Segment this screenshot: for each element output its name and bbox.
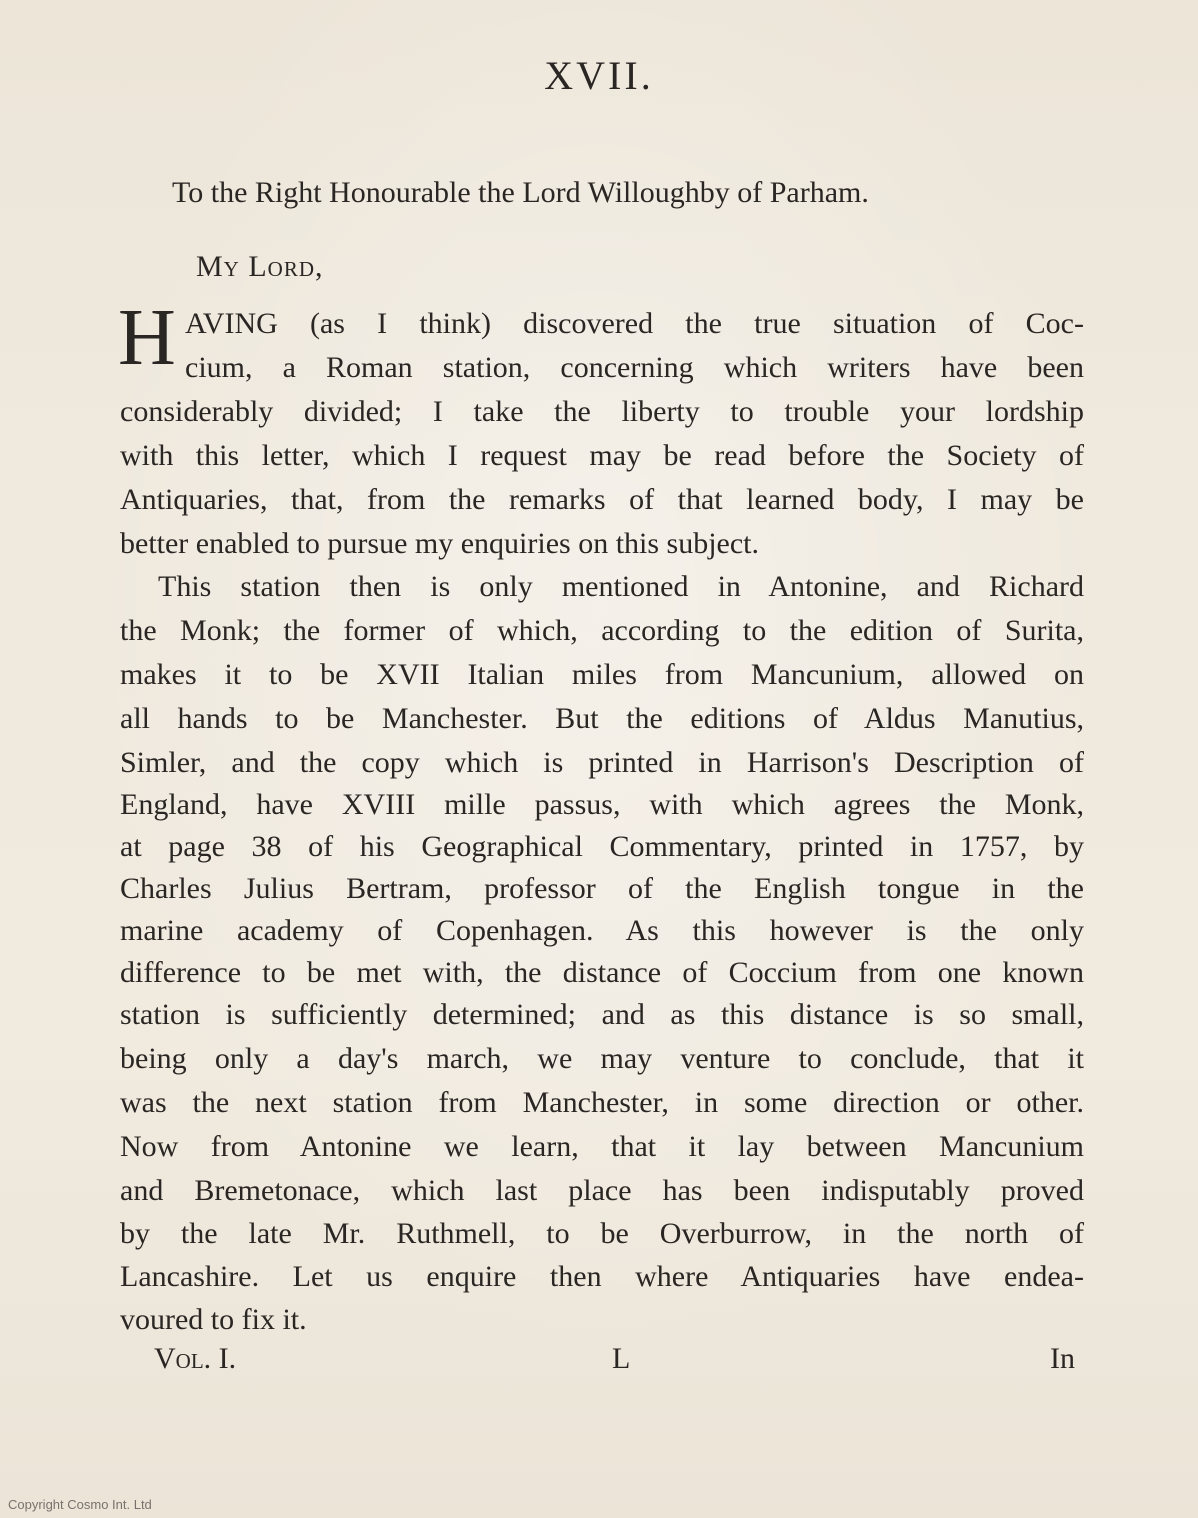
body-line: This station then is only mentioned in Antonine, and Richard (158, 570, 1084, 603)
body-line: at page 38 of his Geographical Commentary, printed in 1757, by (120, 830, 1084, 863)
body-line: England, have XVIII mille passus, with which agrees the Monk, (120, 788, 1084, 821)
body-line: considerably divided; I take the liberty to trouble your lordship (120, 395, 1084, 428)
body-line: Now from Antonine we learn, that it lay between Mancunium (120, 1130, 1084, 1163)
volume-number: Vol. I. (154, 1342, 237, 1375)
body-line: was the next station from Manchester, in some direction or other. (120, 1086, 1084, 1119)
drop-cap: H (118, 294, 176, 382)
body-line: Lancashire. Let us enquire then where Antiquaries have endea- (120, 1260, 1084, 1293)
salutation: My Lord, (196, 250, 324, 283)
body-line: voured to fix it. (120, 1303, 307, 1336)
copyright-watermark: Copyright Cosmo Int. Ltd (8, 1497, 152, 1512)
body-line: cium, a Roman station, concerning which writers have been (185, 351, 1084, 384)
body-line: better enabled to pursue my enquiries on this subject. (120, 527, 760, 560)
body-line: all hands to be Manchester. But the editions of Aldus Manutius, (120, 702, 1084, 735)
signature-mark: L (612, 1342, 631, 1375)
catchword: In (1050, 1342, 1075, 1375)
body-line: being only a day's march, we may venture to conclude, that it (120, 1042, 1084, 1075)
body-line: Simler, and the copy which is printed in Harrison's Description of (120, 746, 1084, 779)
body-line: makes it to be XVII Italian miles from Mancunium, allowed on (120, 658, 1084, 691)
body-line: marine academy of Copenhagen. As this however is the only (120, 914, 1084, 947)
section-number: XVII. (544, 53, 654, 98)
body-line: the Monk; the former of which, according to the edition of Surita, (120, 614, 1084, 647)
body-line: station is sufficiently determined; and as this distance is so small, (120, 998, 1084, 1031)
body-line: difference to be met with, the distance of Coccium from one known (120, 956, 1084, 989)
body-line: AVING (as I think) discovered the true situation of Coc- (185, 307, 1084, 340)
body-line: by the late Mr. Ruthmell, to be Overburrow, in the north of (120, 1217, 1084, 1250)
body-line: with this letter, which I request may be read before the Society of (120, 439, 1084, 472)
addressee-line: To the Right Honourable the Lord Willoughby of Parham. (172, 176, 869, 209)
body-line: Antiquaries, that, from the remarks of that learned body, I may be (120, 483, 1084, 516)
body-line: and Bremetonace, which last place has been indisputably proved (120, 1174, 1084, 1207)
body-line: Charles Julius Bertram, professor of the English tongue in the (120, 872, 1084, 905)
